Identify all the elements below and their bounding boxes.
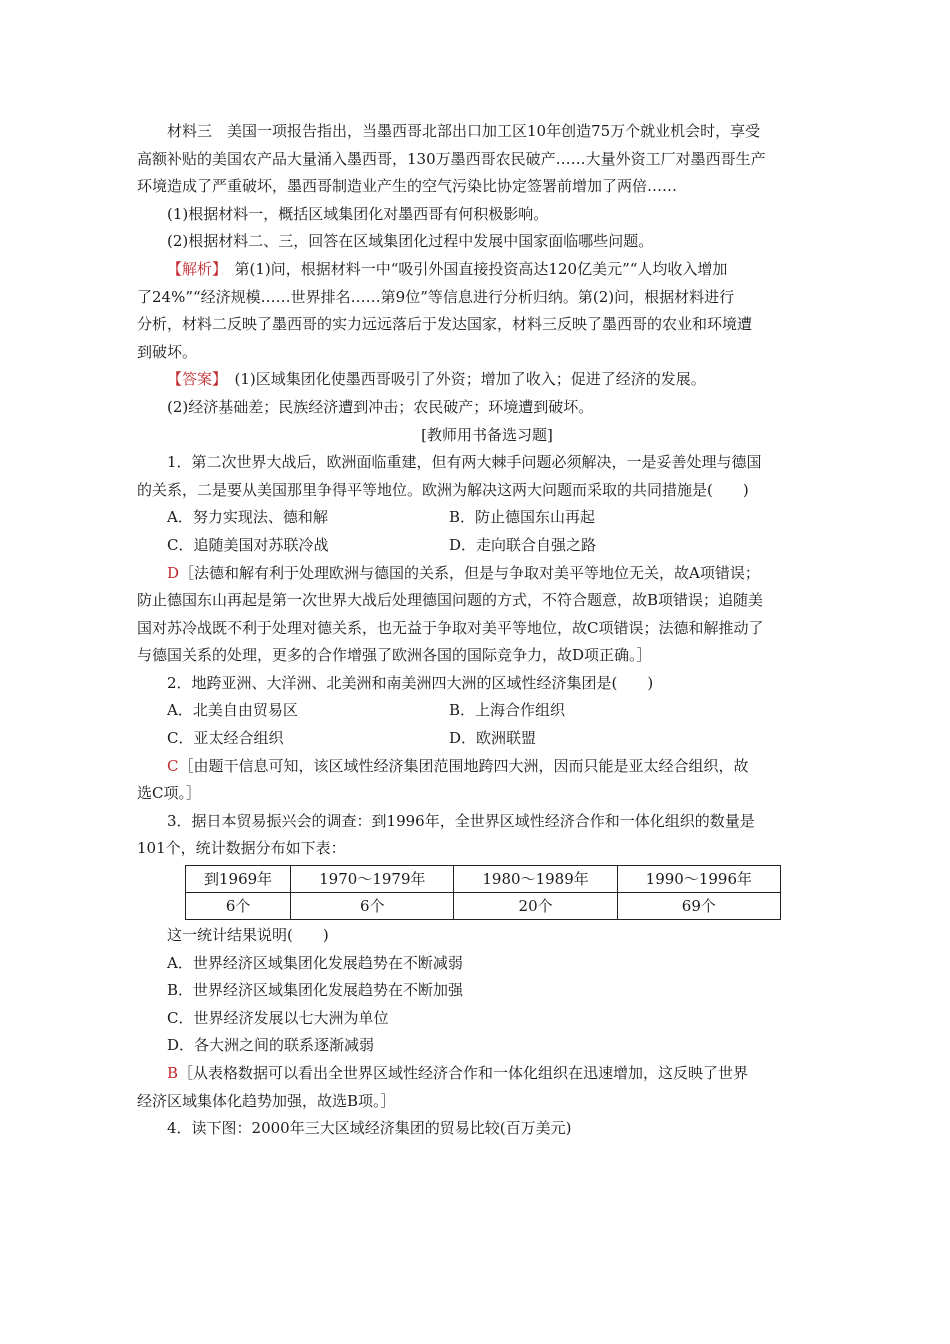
question-2-options-row bbox=[137, 697, 837, 725]
question-3-explanation: 经济区域集体化趋势加强，故选B项。］ bbox=[137, 1091, 396, 1110]
table-cell: 1970～1979年 bbox=[291, 866, 454, 893]
analysis-line: 了24%”“经济规模……世界排名……第9位”等信息进行分析归纳。第(2)问，根据材料进行 bbox=[137, 287, 735, 306]
option-c: C．追随美国对苏联冷战 bbox=[167, 535, 329, 554]
table-cell: 1990～1996年 bbox=[617, 866, 780, 893]
option-b: B．世界经济区域集团化发展趋势在不断加强 bbox=[167, 981, 464, 1000]
question-1-explanation: 防止德国东山再起是第一次世界大战后处理德国问题的方式，不符合题意，故B项错误；追随美 bbox=[137, 591, 764, 610]
analysis-text: 第(1)问，根据材料一中“吸引外国直接投资高达120亿美元”“人均收入增加 bbox=[219, 259, 728, 278]
question-1-explanation bbox=[137, 560, 837, 588]
answer-letter: C bbox=[167, 756, 179, 775]
question-part-1: (1)根据材料一，概括区域集团化对墨西哥有何积极影响。 bbox=[167, 204, 549, 223]
option-c: C．亚太经合组织 bbox=[167, 729, 284, 748]
option-a: A．努力实现法、德和解 bbox=[167, 508, 328, 527]
option-d: D．欧洲联盟 bbox=[449, 729, 537, 748]
question-3-stem: 3．据日本贸易振兴会的调查：到1996年，全世界区域性经济合作和一体化组织的数量是 bbox=[167, 811, 755, 830]
table-cell: 69个 bbox=[617, 893, 780, 920]
question-1-options-row bbox=[137, 532, 837, 560]
question-1-stem: 1．第二次世界大战后，欧洲面临重建，但有两大棘手问题必须解决，一是妥善处理与德国 bbox=[167, 453, 762, 472]
option-b: B．防止德国东山再起 bbox=[449, 508, 596, 527]
question-1-options-row bbox=[137, 504, 837, 532]
option-b: B．上海合作组织 bbox=[449, 701, 566, 720]
question-3-stem: 101个，统计数据分布如下表： bbox=[137, 839, 346, 858]
analysis-tag: 【解析】 bbox=[167, 259, 220, 278]
material-three-line: 材料三 美国一项报告指出，当墨西哥北部出口加工区10年创造75万个就业机会时，享受 bbox=[167, 122, 761, 140]
option-a: A．世界经济区域集团化发展趋势在不断减弱 bbox=[167, 953, 463, 972]
option-c: C．世界经济发展以七大洲为单位 bbox=[167, 1008, 389, 1027]
table-cell: 到1969年 bbox=[186, 866, 291, 893]
answer-tag: 【答案】 bbox=[167, 370, 220, 389]
section-title: [教师用书备选习题] bbox=[421, 425, 553, 444]
table-cell: 20个 bbox=[454, 893, 617, 920]
material-three-line: 环境造成了严重破坏，墨西哥制造业产生的空气污染比协定签署前增加了两倍…… bbox=[137, 177, 678, 196]
explanation-text: ［法德和解有利于处理欧洲与德国的关系，但是与争取对美平等地位无关，故A项错误； bbox=[179, 563, 760, 582]
question-1-stem: 的关系，二是要从美国那里争得平等地位。欧洲为解决这两大问题而采取的共同措施是( ) bbox=[137, 480, 749, 499]
question-1-explanation: 与德国关系的处理，更多的合作增强了欧洲各国的国际竞争力，故D项正确。］ bbox=[137, 646, 652, 665]
answer-text: (1)区域集团化使墨西哥吸引了外资；增加了收入；促进了经济的发展。 bbox=[219, 370, 706, 389]
table-header-row bbox=[186, 866, 781, 893]
question-2-stem: 2．地跨亚洲、大洋洲、北美洲和南美洲四大洲的区域性经济集团是( ) bbox=[167, 673, 654, 692]
explanation-text: ［由题干信息可知，该区域性经济集团范围地跨四大洲，因而只能是亚太经合组织，故 bbox=[178, 756, 749, 775]
question-part-2: (2)根据材料二、三，回答在区域集团化过程中发展中国家面临哪些问题。 bbox=[167, 232, 654, 251]
analysis-line: 到破坏。 bbox=[137, 342, 198, 361]
option-a: A．北美自由贸易区 bbox=[167, 701, 298, 720]
analysis-line bbox=[137, 256, 837, 284]
question-2-options-row bbox=[137, 725, 837, 753]
table-cell: 6个 bbox=[291, 893, 454, 920]
material-three-line: 高额补贴的美国农产品大量涌入墨西哥，130万墨西哥农民破产……大量外资工厂对墨西哥生产 bbox=[137, 149, 766, 168]
question-1-explanation: 国对苏冷战既不利于处理对德关系，也无益于争取对美平等地位，故C项错误；法德和解推动了 bbox=[137, 618, 764, 637]
table-row bbox=[186, 893, 781, 920]
question-4-stem: 4．读下图：2000年三大区域经济集团的贸易比较(百万美元) bbox=[167, 1119, 572, 1138]
table-cell: 6个 bbox=[186, 893, 291, 920]
document-page bbox=[137, 118, 837, 1143]
table-cell: 1980～1989年 bbox=[454, 866, 617, 893]
explanation-text: ［从表格数据可以看出全世界区域性经济合作和一体化组织在迅速增加，这反映了世界 bbox=[178, 1064, 749, 1082]
answer-letter: D bbox=[167, 563, 180, 582]
question-2-explanation bbox=[137, 753, 837, 781]
option-d: D．各大洲之间的联系逐渐减弱 bbox=[167, 1036, 375, 1055]
question-3-explanation bbox=[137, 1060, 837, 1088]
question-2-explanation: 选C项。］ bbox=[137, 784, 201, 803]
analysis-line: 分析，材料二反映了墨西哥的实力远远落后于发达国家，材料三反映了墨西哥的农业和环境遭 bbox=[137, 315, 753, 334]
statistics-table bbox=[185, 865, 781, 920]
answer-line bbox=[137, 366, 837, 394]
answer-line: (2)经济基础差；民族经济遭到冲击；农民破产；环境遭到破坏。 bbox=[167, 397, 594, 416]
option-d: D．走向联合自强之路 bbox=[449, 535, 597, 554]
answer-letter: B bbox=[167, 1064, 179, 1082]
question-3-prompt: 这一统计结果说明( ) bbox=[167, 926, 329, 945]
